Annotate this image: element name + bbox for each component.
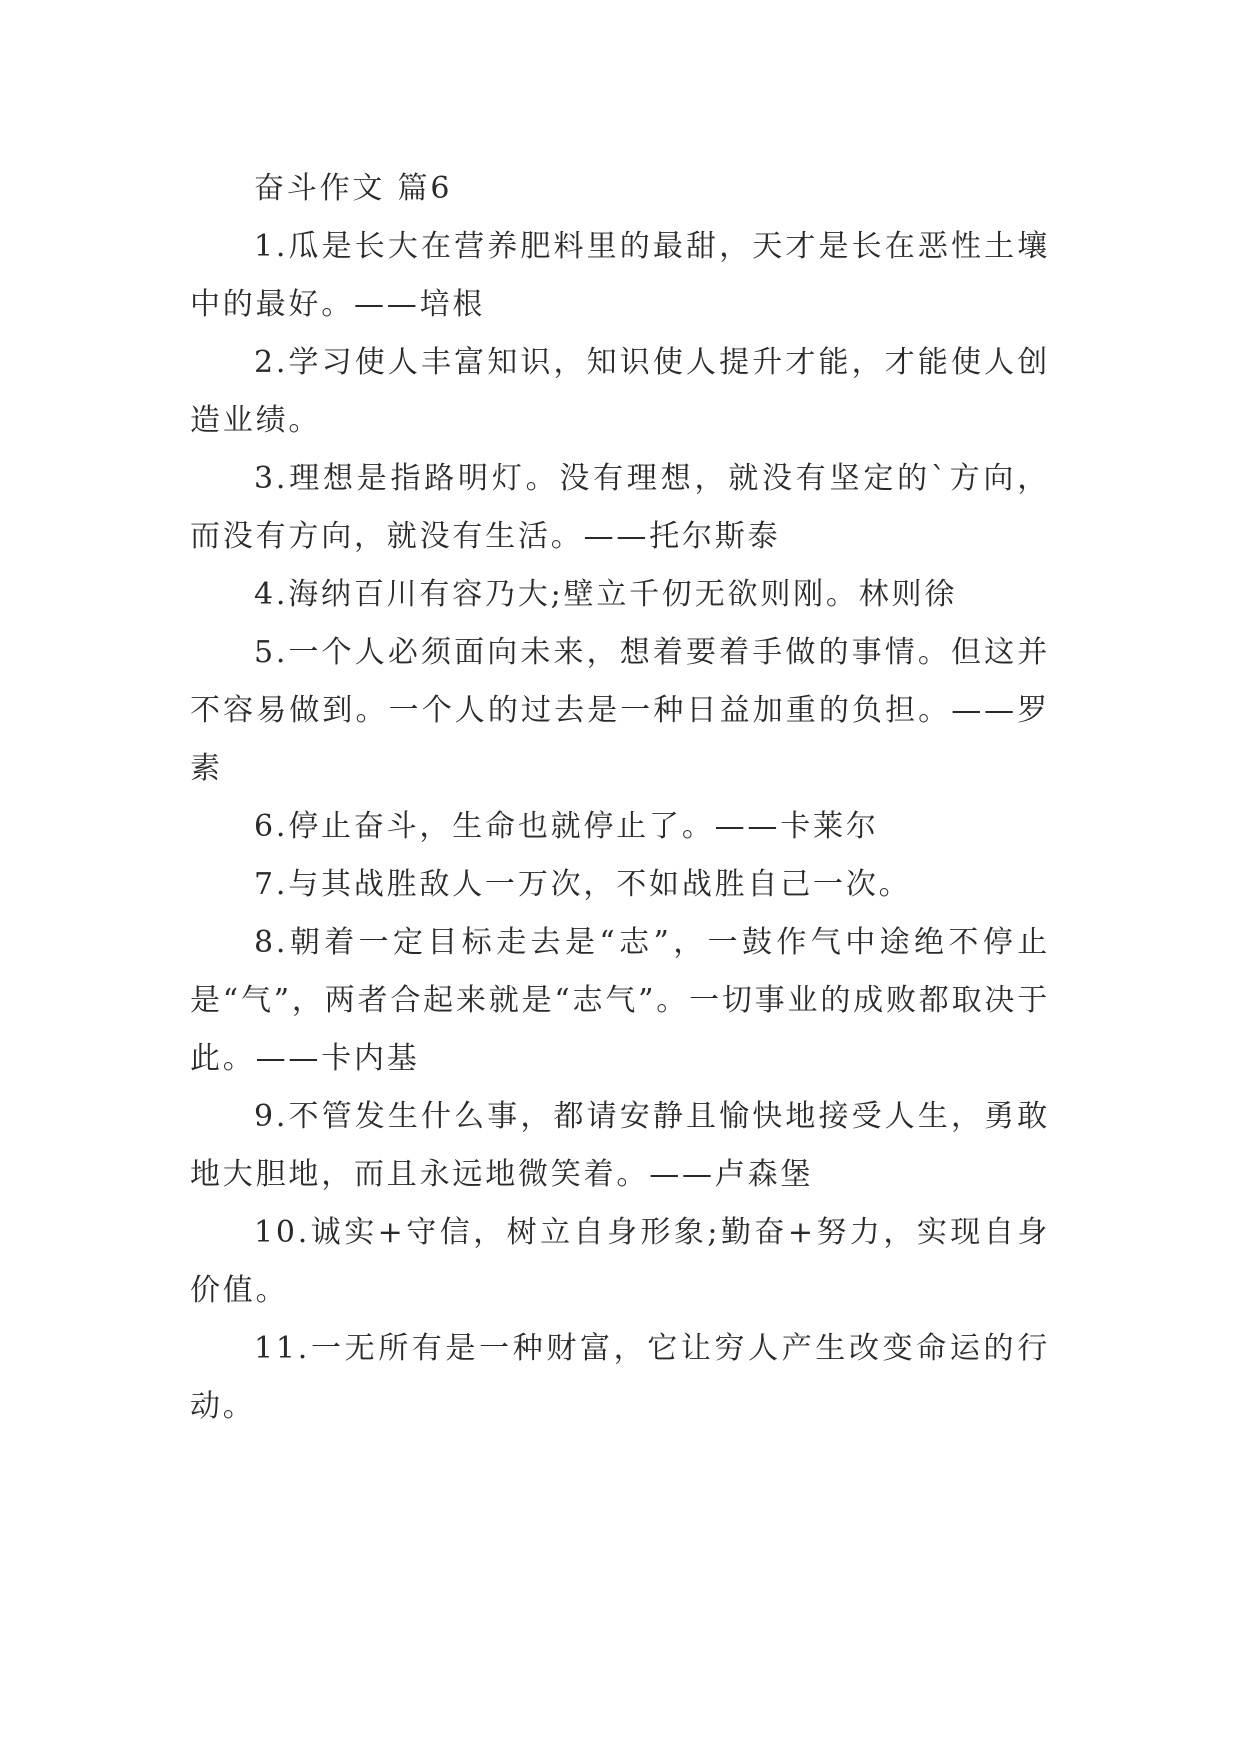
document-body [190, 160, 1050, 1436]
paragraph-6: 6.停止奋斗，生命也就停止了。——卡莱尔 [254, 809, 879, 844]
paragraph-3: 3.理想是指路明灯。没有理想，就没有坚定的`方向，而没有方向，就没有生活。——托尔斯泰 [190, 461, 1050, 554]
document-title: 奋斗作文 篇6 [254, 171, 453, 206]
paragraph-11: 11.一无所有是一种财富，它让穷人产生改变命运的行动。 [190, 1331, 1050, 1424]
paragraph-5: 5.一个人必须面向未来，想着要着手做的事情。但这并不容易做到。一个人的过去是一种日益加重的负担。——罗素 [190, 635, 1050, 786]
paragraph-9: 9.不管发生什么事，都请安静且愉快地接受人生，勇敢地大胆地，而且永远地微笑着。——卢森堡 [190, 1099, 1050, 1192]
paragraph-1: 1.瓜是长大在营养肥料里的最甜，天才是长在恶性土壤中的最好。——培根 [190, 229, 1050, 322]
paragraph-10: 10.诚实+守信，树立自身形象;勤奋+努力，实现自身价值。 [190, 1215, 1050, 1308]
paragraph-2: 2.学习使人丰富知识，知识使人提升才能，才能使人创造业绩。 [190, 345, 1050, 438]
paragraph-7: 7.与其战胜敌人一万次，不如战胜自己一次。 [254, 867, 912, 902]
paragraph-8: 8.朝着一定目标走去是“志”，一鼓作气中途绝不停止是“气”，两者合起来就是“志气”。一切事业的成败都取决于此。——卡内基 [190, 925, 1050, 1076]
paragraph-4: 4.海纳百川有容乃大;壁立千仞无欲则刚。林则徐 [254, 577, 958, 612]
